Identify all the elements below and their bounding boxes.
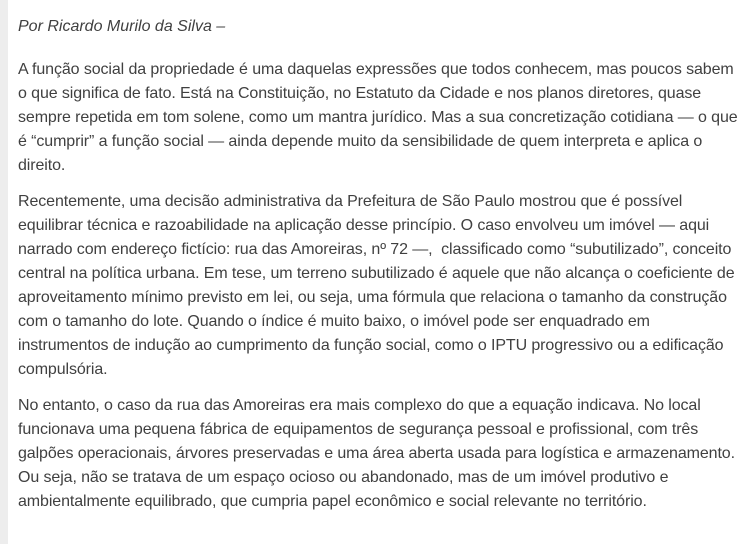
page-margin-strip [0,0,8,544]
article-paragraph-2: Recentemente, uma decisão administrativa da Prefeitura de São Paulo mostrou que é possível equilibrar técnica e razoabilidade na aplicação desse princípio. O caso envolveu um imóvel — aqui narrado com endereço fictício: rua das Amoreiras, nº 72 —, classificado como “subutilizado”, conceito central na política urbana. Em tese, um terreno subutilizado é aquele que não alcança o coeficiente de aproveitamento mínimo previsto em lei, ou seja, uma fórmula que relaciona o tamanho da construção com o tamanho do lote. Quando o índice é muito baixo, o imóvel pode ser enquadrado em instrumentos de indução ao cumprimento da função social, como o IPTU progressivo ou a edificação compulsória. [18,193,739,378]
article-content [8,0,745,544]
article-byline: Por Ricardo Murilo da Silva – [18,18,226,35]
article-paragraph-1: A função social da propriedade é uma daquelas expressões que todos conhecem, mas poucos sabem o que significa de fato. Está na Constituição, no Estatuto da Cidade e nos planos diretores, quase sempre repetida em tom solene, como um mantra jurídico. Mas a sua concretização cotidiana — o que é “cumprir” a função social — ainda depende muito da sensibilidade de quem interpreta e aplica o direito. [18,61,742,174]
article-paragraph-3: No entanto, o caso da rua das Amoreiras era mais complexo do que a equação indicava. No local funcionava uma pequena fábrica de equipamentos de segurança pessoal e profissional, com três galpões operacionais, árvores preservadas e uma área aberta usada para logística e armazenamento. Ou seja, não se tratava de um espaço ocioso ou abandonado, mas de um imóvel produtivo e ambientalmente equilibrado, que cumpria papel econômico e social relevante no território. [18,397,740,510]
